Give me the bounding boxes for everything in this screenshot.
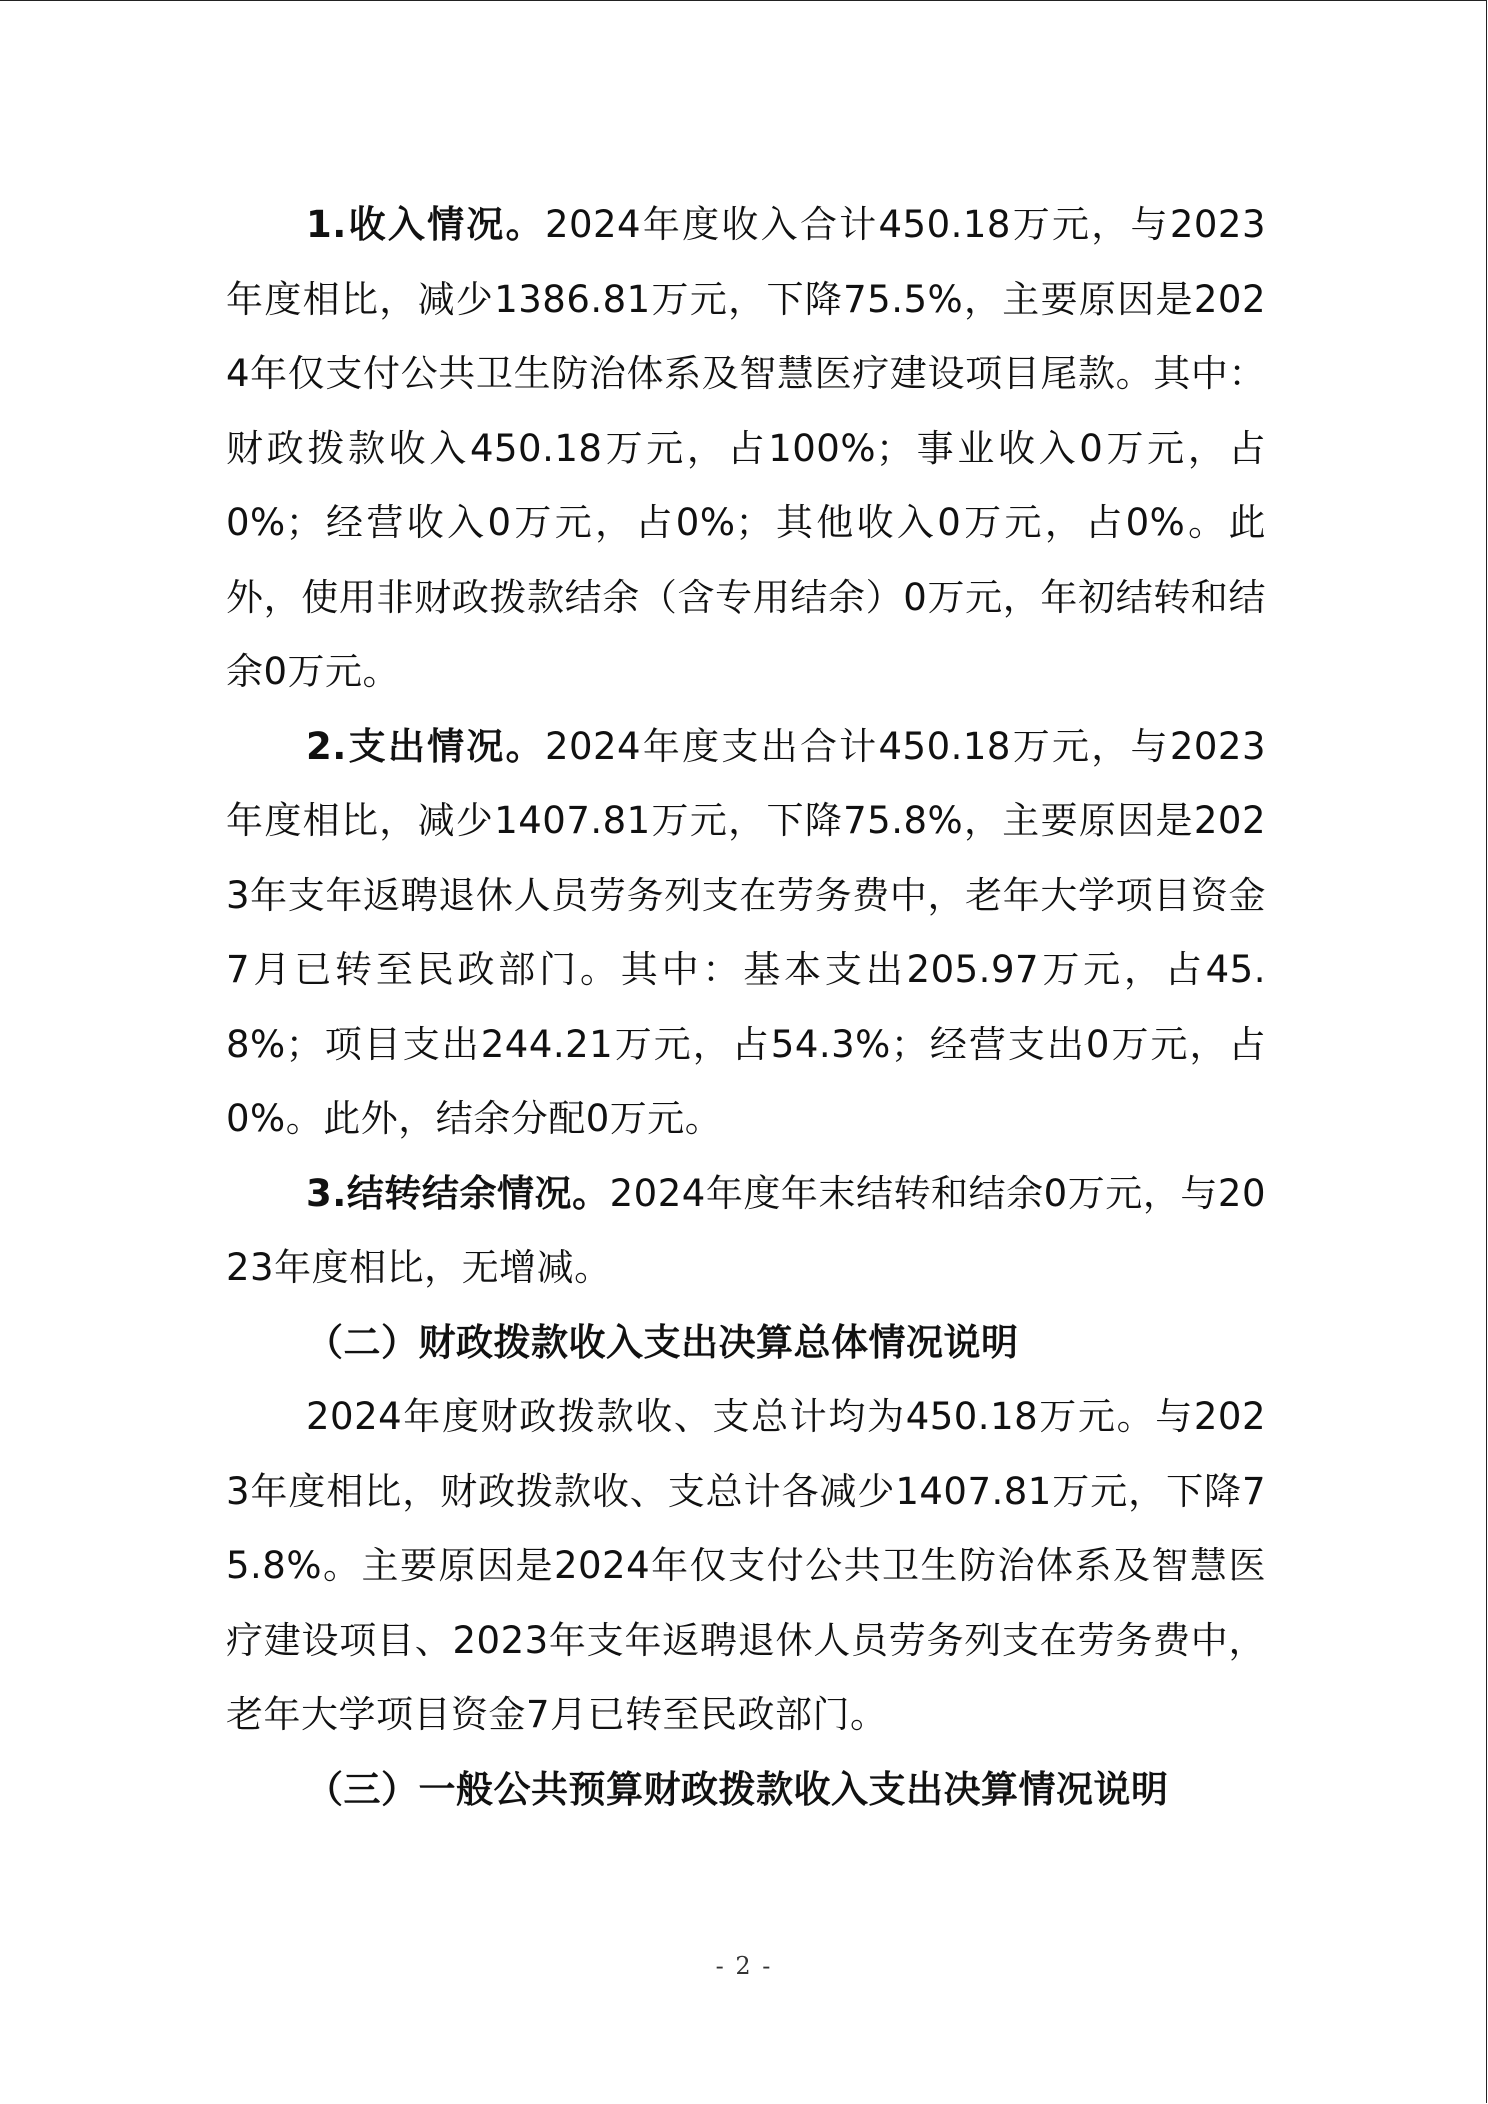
- expenditure-text: 2024年度支出合计450.18万元，与2023年度相比，减少1407.81万元，下降75.8%，主要原因是2023年支年返聘退休人员劳务列支在劳务费中，老年大学项目资金7月已转至民政部门。其中：基本支出205.97万元，占45.8%；项目支出244.21万元，占54.3%；经营支出0万元，占0%。此外，结余分配0万元。: [226, 724, 1266, 1140]
- income-text: 2024年度收入合计450.18万元，与2023年度相比，减少1386.81万元，下降75.5%，主要原因是2024年仅支付公共卫生防治体系及智慧医疗建设项目尾款。其中：财政拨款收入450.18万元，占100%；事业收入0万元，占0%；经营收入0万元，占0%；其他收入0万元，占0%。此外，使用非财政拨款结余（含专用结余）0万元，年初结转和结余0万元。: [226, 203, 1266, 693]
- expenditure-lead: 2.支出情况。: [306, 724, 545, 768]
- carryover-lead: 3.结转结余情况。: [306, 1171, 610, 1215]
- section2-paragraph: 2024年度财政拨款收、支总计均为450.18万元。与2023年度相比，财政拨款收、支总计各减少1407.81万元，下降75.8%。主要原因是2024年仅支付公共卫生防治体系及智慧医疗建设项目、2023年支年返聘退休人员劳务列支在劳务费中，老年大学项目资金7月已转至民政部门。: [226, 1395, 1266, 1736]
- income-paragraph: [226, 188, 1266, 710]
- section2-heading: （二）财政拨款收入支出决算总体情况说明: [306, 1320, 1019, 1364]
- expenditure-paragraph: [226, 710, 1266, 1157]
- carryover-text: 2024年度年末结转和结余0万元，与2023年度相比，无增减。: [226, 1171, 1266, 1289]
- section3-heading: （三）一般公共预算财政拨款收入支出决算情况说明: [306, 1767, 1169, 1811]
- document-body: [226, 188, 1266, 1827]
- income-lead: 1.收入情况。: [306, 203, 545, 246]
- carryover-paragraph: [226, 1157, 1266, 1306]
- page-number: - 2 -: [715, 1952, 773, 1980]
